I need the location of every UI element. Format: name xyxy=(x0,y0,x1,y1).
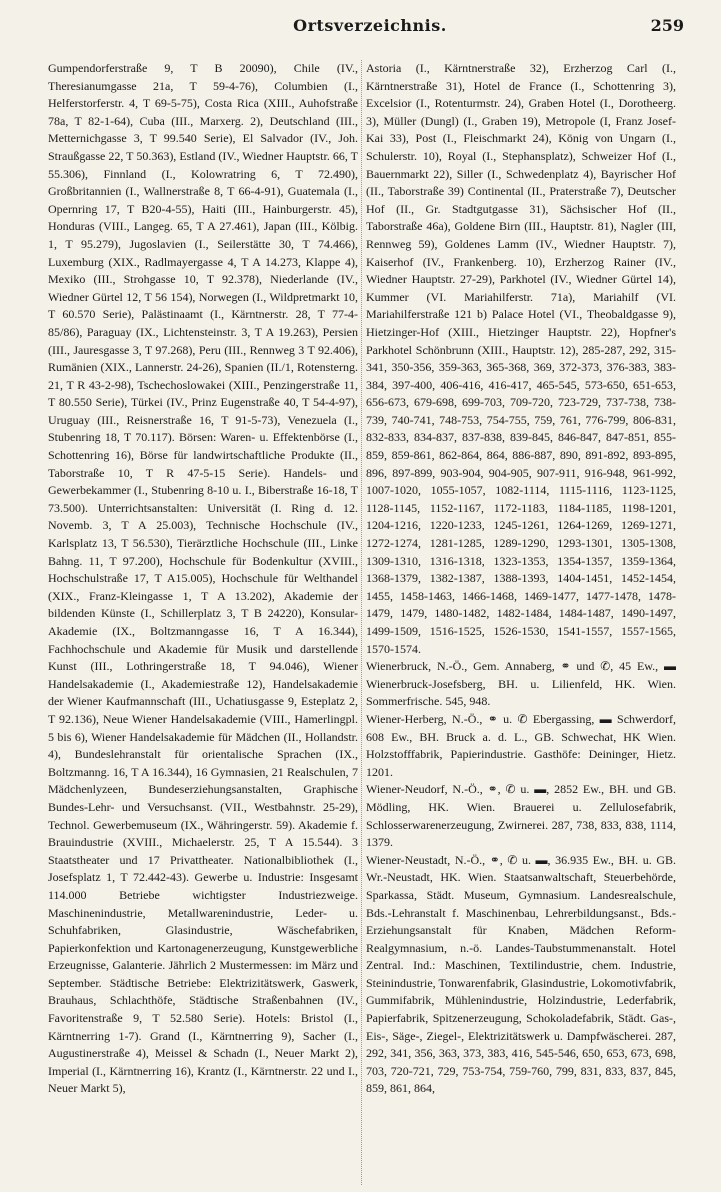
page-header xyxy=(40,14,700,44)
page-number: 259 xyxy=(650,16,684,35)
running-title: Ortsverzeichnis. xyxy=(293,16,447,35)
right-column-text: Astoria (I., Kärntnerstraße 32), Erzherzog Carl (I., Kärntnerstraße 31), Hotel de France (I., Schottenring 3), Excelsior (I., Rotenturmstr. 24), Graben Hotel (I., Dorotheerg. 3), Müller (Dungl) (I., Graben 19), Metropole (I, Franz Josef-Kai 33), Post (I., Fleischmarkt 24), König von Ungarn (I., Schulerstr. 10), Royal (I., Stephansplatz), Schweizer Hof (I., Bauernmarkt 22), Siller (I., Schwedenplatz 4), Bayrischer Hof (II., Taborstraße 39) Continental (II., Praterstraße 7), Deutscher Hof (II., Gr. Stadtgutgasse 31), Sächsischer Hof (II., Taborstraße 46a), Goldene Birn (III., Hauptstr. 81), Nagler (III, Rennweg 59), Goldenes Lamm (IV., Wiedner Hauptstr. 7), Kaiserhof (IV., Frankenberg. 10), Erzherzog Rainer (IV., Wiedner Hauptstr. 27-29), Parkhotel (IV., Wiedner Gürtel 14), Kummer (VI. Mariahilferstr. 71a), Mariahilf (VI. Mariahilferstraße 121 b) Palace Hotel (VI., Theobaldgasse 9), Hietzinger-Hof (XIII., Hietzinger Hauptstr. 22), Hopfner's Parkhotel Schönbrunn (XIII., Hauptstr. 12), 285-287, 292, 315-341, 350-356, 359-363, 365-368, 369, 372-373, 376-383, 383-384, 397-400, 406-416, 416-417, 465-545, 573-650, 651-653, 656-673, 679-698, 699-703, 709-720, 723-729, 737-738, 738-739, 740-741, 748-753, 754-755, 759, 761, 776-799, 806-831, 832-833, 834-837, 837-838, 839-845, 846-847, 847-851, 855-859, 859-861, 862-864, 864, 886-887, 890, 891-892, 893-895, 896, 897-899, 903-904, 904-905, 907-911, 916-948, 961-992, 1007-1020, 1055-1057, 1082-1114, 1115-1116, 1123-1125, 1128-1145, 1152-1167, 1172-1183, 1184-1185, 1198-1201, 1204-1216, 1220-1233, 1245-1261, 1264-1269, 1269-1271, 1272-1274, 1281-1285, 1289-1290, 1293-1301, 1305-1308, 1309-1310, 1316-1318, 1323-1353, 1354-1357, 1359-1364, 1368-1379, 1382-1387, 1388-1393, 1404-1451, 1452-1454, 1455, 1458-1463, 1466-1468, 1469-1477, 1477-1478, 1478-1479, 1479, 1480-1482, 1482-1484, 1484-1487, 1490-1497, 1499-1509, 1516-1525, 1526-1530, 1541-1557, 1557-1565, 1570-1574. Wienerbruck, N.-Ö., Gem. Annaberg, ⚭ und ✆, 45 Ew., ▬ Wienerbruck-Josefsberg, BH. u. Lilienfeld, HK. Wien. Sommerfrische. 545, 948. Wiener-Herberg, N.-Ö., ⚭ u. ✆ Ebergassing, ▬ Schwerdorf, 608 Ew., BH. Bruck a. d. L., GB. Schwechat, HK Wien. Holzstofffabrik, Papierindustrie. Gasthöfe: Deininger, Hietz. 1201. Wiener-Neudorf, N.-Ö., ⚭, ✆ u. ▬, 2852 Ew., BH. und GB. Mödling, HK. Wien. Brauerei u. Zellulosefabrik, Schlosserwarenerzeugung, Zwirnerei. 287, 738, 833, 838, 1114, 1379. Wiener-Neustadt, N.-Ö., ⚭, ✆ u. ▬, 36.935 Ew., BH. u. GB. Wr.-Neustadt, HK. Wien. Staatsanwaltschaft, Steuerbehörde, Sparkassa, Städt. Museum, Gymnasium. Landesrealschule, Bds.-Lehranstalt f. Maschinenbau, Lehrerbildungsanst., Bds.-Erziehungsanstalt für Knaben, Mädchen Reform-Realgymnasium, n.-ö. Landes-Taubstummenanstalt. Hotel Zentral. Ind.: Maschinen, Textilindustrie, chem. Industrie, Steinindustrie, Tonwarenfabrik, Glasindustrie, Lokomotivfabrik, Gummifabrik, Mühlenindustrie, Holzindustrie, Lederfabrik, Papierfabrik, Spitzenerzeugung, Schokoladefabrik, Städt. Gas-, Eis-, Säge-, Ziegel-, Elektrizitätswerk u. Dampfwäscherei. 287, 292, 341, 356, 363, 373, 383, 416, 545-546, 650, 653, 673, 698, 703, 720-721, 729, 753-754, 759-760, 799, 831, 833, 837, 845, 859, 861, 864, xyxy=(366,61,676,1096)
left-column-text: Gumpendorferstraße 9, T B 20090), Chile (IV., Theresianumgasse 21a, T 59-4-76), Columbien (I., Helferstorferstr. 4, T 69-5-75), Costa Rica (XIII., Auhofstraße 78a, T 82-1-64), Cuba (III., Marxerg. 2), Deutschland (III., Metternichgasse 3, T 99.540 Serie), El Salvador (IV., Joh. Straußgasse 22, T 50.363), Estland (IV., Wiedner Hauptstr. 66, T 55.306), Finnland (I., Kolowratring 6, T 72.490), Großbritannien (I., Wallnerstraße 8, T 66-4-91), Guatemala (I., Opernring 17, T B20-4-55), Haiti (III., Hainburgerstr. 45), Honduras (VIII., Langeg. 65, T A 27.461), Japan (III., Kölbig. 1, T 95.279), Jugoslavien (I., Seilerstätte 30, T 74.466), Luxemburg (XIX., Radlmayergasse 4, T A 14.273, Klappe 4), Mexiko (III., Strohgasse 10, T 92.378), Niederlande (IV., Wiedner Gürtel 12, T 56 154), Norwegen (I., Wildpretmarkt 10, T 60.570 Serie), Palästinaamt (I., Kärntnerstr. 28, T 77-4-85/86), Paraguay (IX., Lichtensteinstr. 3, T A 19.263), Persien (III., Jauresgasse 3, T 97.268), Peru (III., Rennweg 3 T 92.406), Rumänien (XIX., Lannerstr. 24-26), Spanien (II./1, Rotensterng. 21, T R 43-2-98), Tschechoslowakei (XIII., Penzingerstraße 11, T 80.550 Serie), Türkei (IV., Prinz Eugenstraße 40, T 54-4-97), Uruguay (III., Reisnerstraße 16, T 91-5-73), Venezuela (I., Stubenring 18, T 70.117). Börsen: Waren- u. Effektenbörse (I., Schottenring 16), Börse für landwirtschaftliche Produkte (II., Taborstraße 10, T R 47-5-15 Serie). Handels- und Gewerbekammer (I., Stubenring 8-10 u. I., Biberstraße 16-18, T 73.500). Unterrichtsanstalten: Universität (I. Ring d. 12. Novemb. 3, T A 25.003), Technische Hochschule (IV., Karlsplatz 13, T 56.530), Tierärztliche Hochschule (III., Linke Bahng. 11, T 97.200), Hochschule für Bodenkultur (XVIII., Hochschulstraße 17, T A15.005), Hochschule für Welthandel (XIX., Franz-Kleingasse 1, T A 13.202), Akademie der bildenden Künste (I., Schillerplatz 3, T B 24220), Konsular-Akademie (IX., Boltzmanngasse 16, T A 16.344), Fachhochschule und Akademie für Musik und darstellende Kunst (III., Lothringerstraße 18, T 94.046), Wiener Handelsakademie (I., Akademiestraße 12), Handelsakademie der Wiener Kaufmannschaft (III., Uchatiusgasse 9, Esteplatz 2, T 92.136), Neue Wiener Handelsakademie (VIII., Hamerlingpl. 5 bis 6), Wiener Handelsakademie für Mädchen (II., Hollandstr. 4), Bundeslehranstalt für orientalische Sprachen (IX., Boltzmanng. 16, T A 16.344), 16 Gymnasien, 21 Realschulen, 7 Mädchenlyzeen, Bundeserziehungsanstalten, Graphische Bundes-Lehr- und Versuchsanst. (VII., Westbahnstr. 25-29), Technol. Gewerbemuseum (IX., Währingerstr. 59). Akademie f. Brauindustrie (XVIII., Michaelerstr. 25, T A 15.544). 3 Staatstheater und 17 Privattheater. Nationalbibliothek (I., Josefsplatz 1, T 72.442-43). Gewerbe u. Industrie: Insgesamt 114.000 Betriebe wichtigster Industriezweige. Maschinenindustrie, Metallwarenindustrie, Leder- u. Schuhfabriken, Glasindustrie, Wäschefabriken, Papierkonfektion und Kartonagenerzeugung, Kunstgewerbliche Erzeugnisse, Galanterie. Jährlich 2 Mustermessen: im März und September. Städtische Betriebe: Elektrizitätswerk, Gaswerk, Brauhaus, Schlachthöfe, Städtische Straßenbahnen (IV., Favoritenstraße 9, T 52.580 Serie). Hotels: Bristol (I., Kärntnerring 1-7). Grand (I., Kärntnerring 9), Sacher (I., Augustinerstraße 4), Meissel & Schadn (I., Neuer Markt 2), Imperial (I., Kärntnerring 16), Krantz (I., Kärntnerstr. 22 und I., Neuer Markt 5), xyxy=(48,61,358,1096)
left-column xyxy=(48,60,358,1190)
right-column xyxy=(366,60,676,1190)
column-divider xyxy=(361,60,362,1185)
